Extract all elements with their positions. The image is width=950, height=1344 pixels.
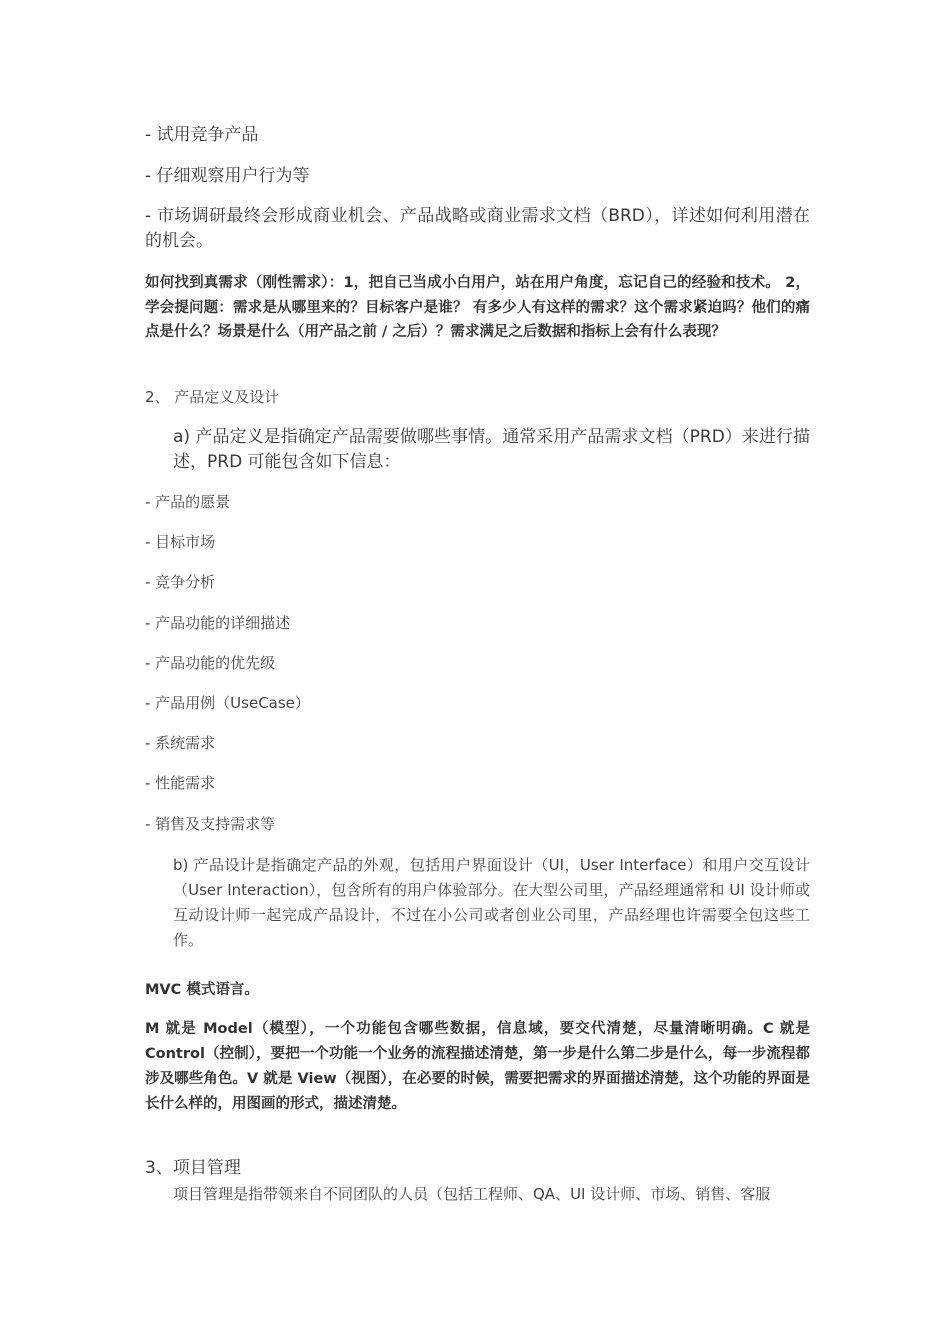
market-bullet-1: - 试用竞争产品 [145, 125, 259, 145]
prd-item-competition: - 竞争分析 [145, 573, 216, 591]
mvc-title: MVC 模式语言。 [145, 982, 259, 998]
market-bullet-3: - 市场调研最终会形成商业机会、产品战略或商业需求文档（BRD），详述如何利用潜在的机会。 [145, 206, 810, 251]
mvc-paragraph: M 就是 Model（模型），一个功能包含哪些数据，信息域，要交代清楚，尽量清晰明确。C 就是 Control（控制），要把一个功能一个业务的流程描述清楚，第一步是什么第二步是什么，每一步流程都涉及哪些角色。V 就是 View（视图），在必要的时候，需要把需求的界面描述清楚，这个功能的界面是长什么样的，用图画的形式，描述清楚。 [145, 1021, 810, 1112]
prd-item-feature-priority: - 产品功能的优先级 [145, 654, 276, 672]
prd-item-sales-support: - 销售及支持需求等 [145, 815, 276, 833]
prd-item-performance-req: - 性能需求 [145, 774, 216, 792]
project-management-paragraph: 项目管理是指带领来自不同团队的人员（包括工程师、QA、UI 设计师、市场、销售、客服 [173, 1185, 771, 1203]
section-2-heading: 2、 产品定义及设计 [145, 388, 280, 406]
prd-item-vision: - 产品的愿景 [145, 493, 231, 511]
prd-item-feature-detail: - 产品功能的详细描述 [145, 614, 291, 632]
market-bullet-2: - 仔细观察用户行为等 [145, 166, 310, 186]
prd-item-usecase: - 产品用例（UseCase） [145, 694, 310, 712]
prd-item-target-market: - 目标市场 [145, 533, 216, 551]
section-3-heading: 3、项目管理 [145, 1158, 241, 1178]
prd-definition-paragraph: a) 产品定义是指确定产品需要做哪些事情。通常采用产品需求文档（PRD）来进行描述，PRD 可能包含如下信息： [173, 427, 810, 472]
real-need-paragraph: 如何找到真需求（刚性需求）：1，把自己当成小白用户，站在用户角度，忘记自己的经验和技术。 2，学会提问题：需求是从哪里来的？目标客户是谁？ 有多少人有这样的需求？这个需求紧迫吗？他们的痛点是什么？场景是什么（用产品之前 / 之后）？需求满足之后数据和指标上会有什么表现？ [145, 275, 810, 340]
prd-item-system-req: - 系统需求 [145, 734, 216, 752]
product-design-paragraph: b) 产品设计是指确定产品的外观，包括用户界面设计（UI，User Interface）和用户交互设计（User Interaction），包含所有的用户体验部分。在大型公司里，产品经理通常和 UI 设计师或互动设计师一起完成产品设计，不过在小公司或者创业公司里，产品经理也许需要全包这些工作。 [173, 856, 810, 949]
